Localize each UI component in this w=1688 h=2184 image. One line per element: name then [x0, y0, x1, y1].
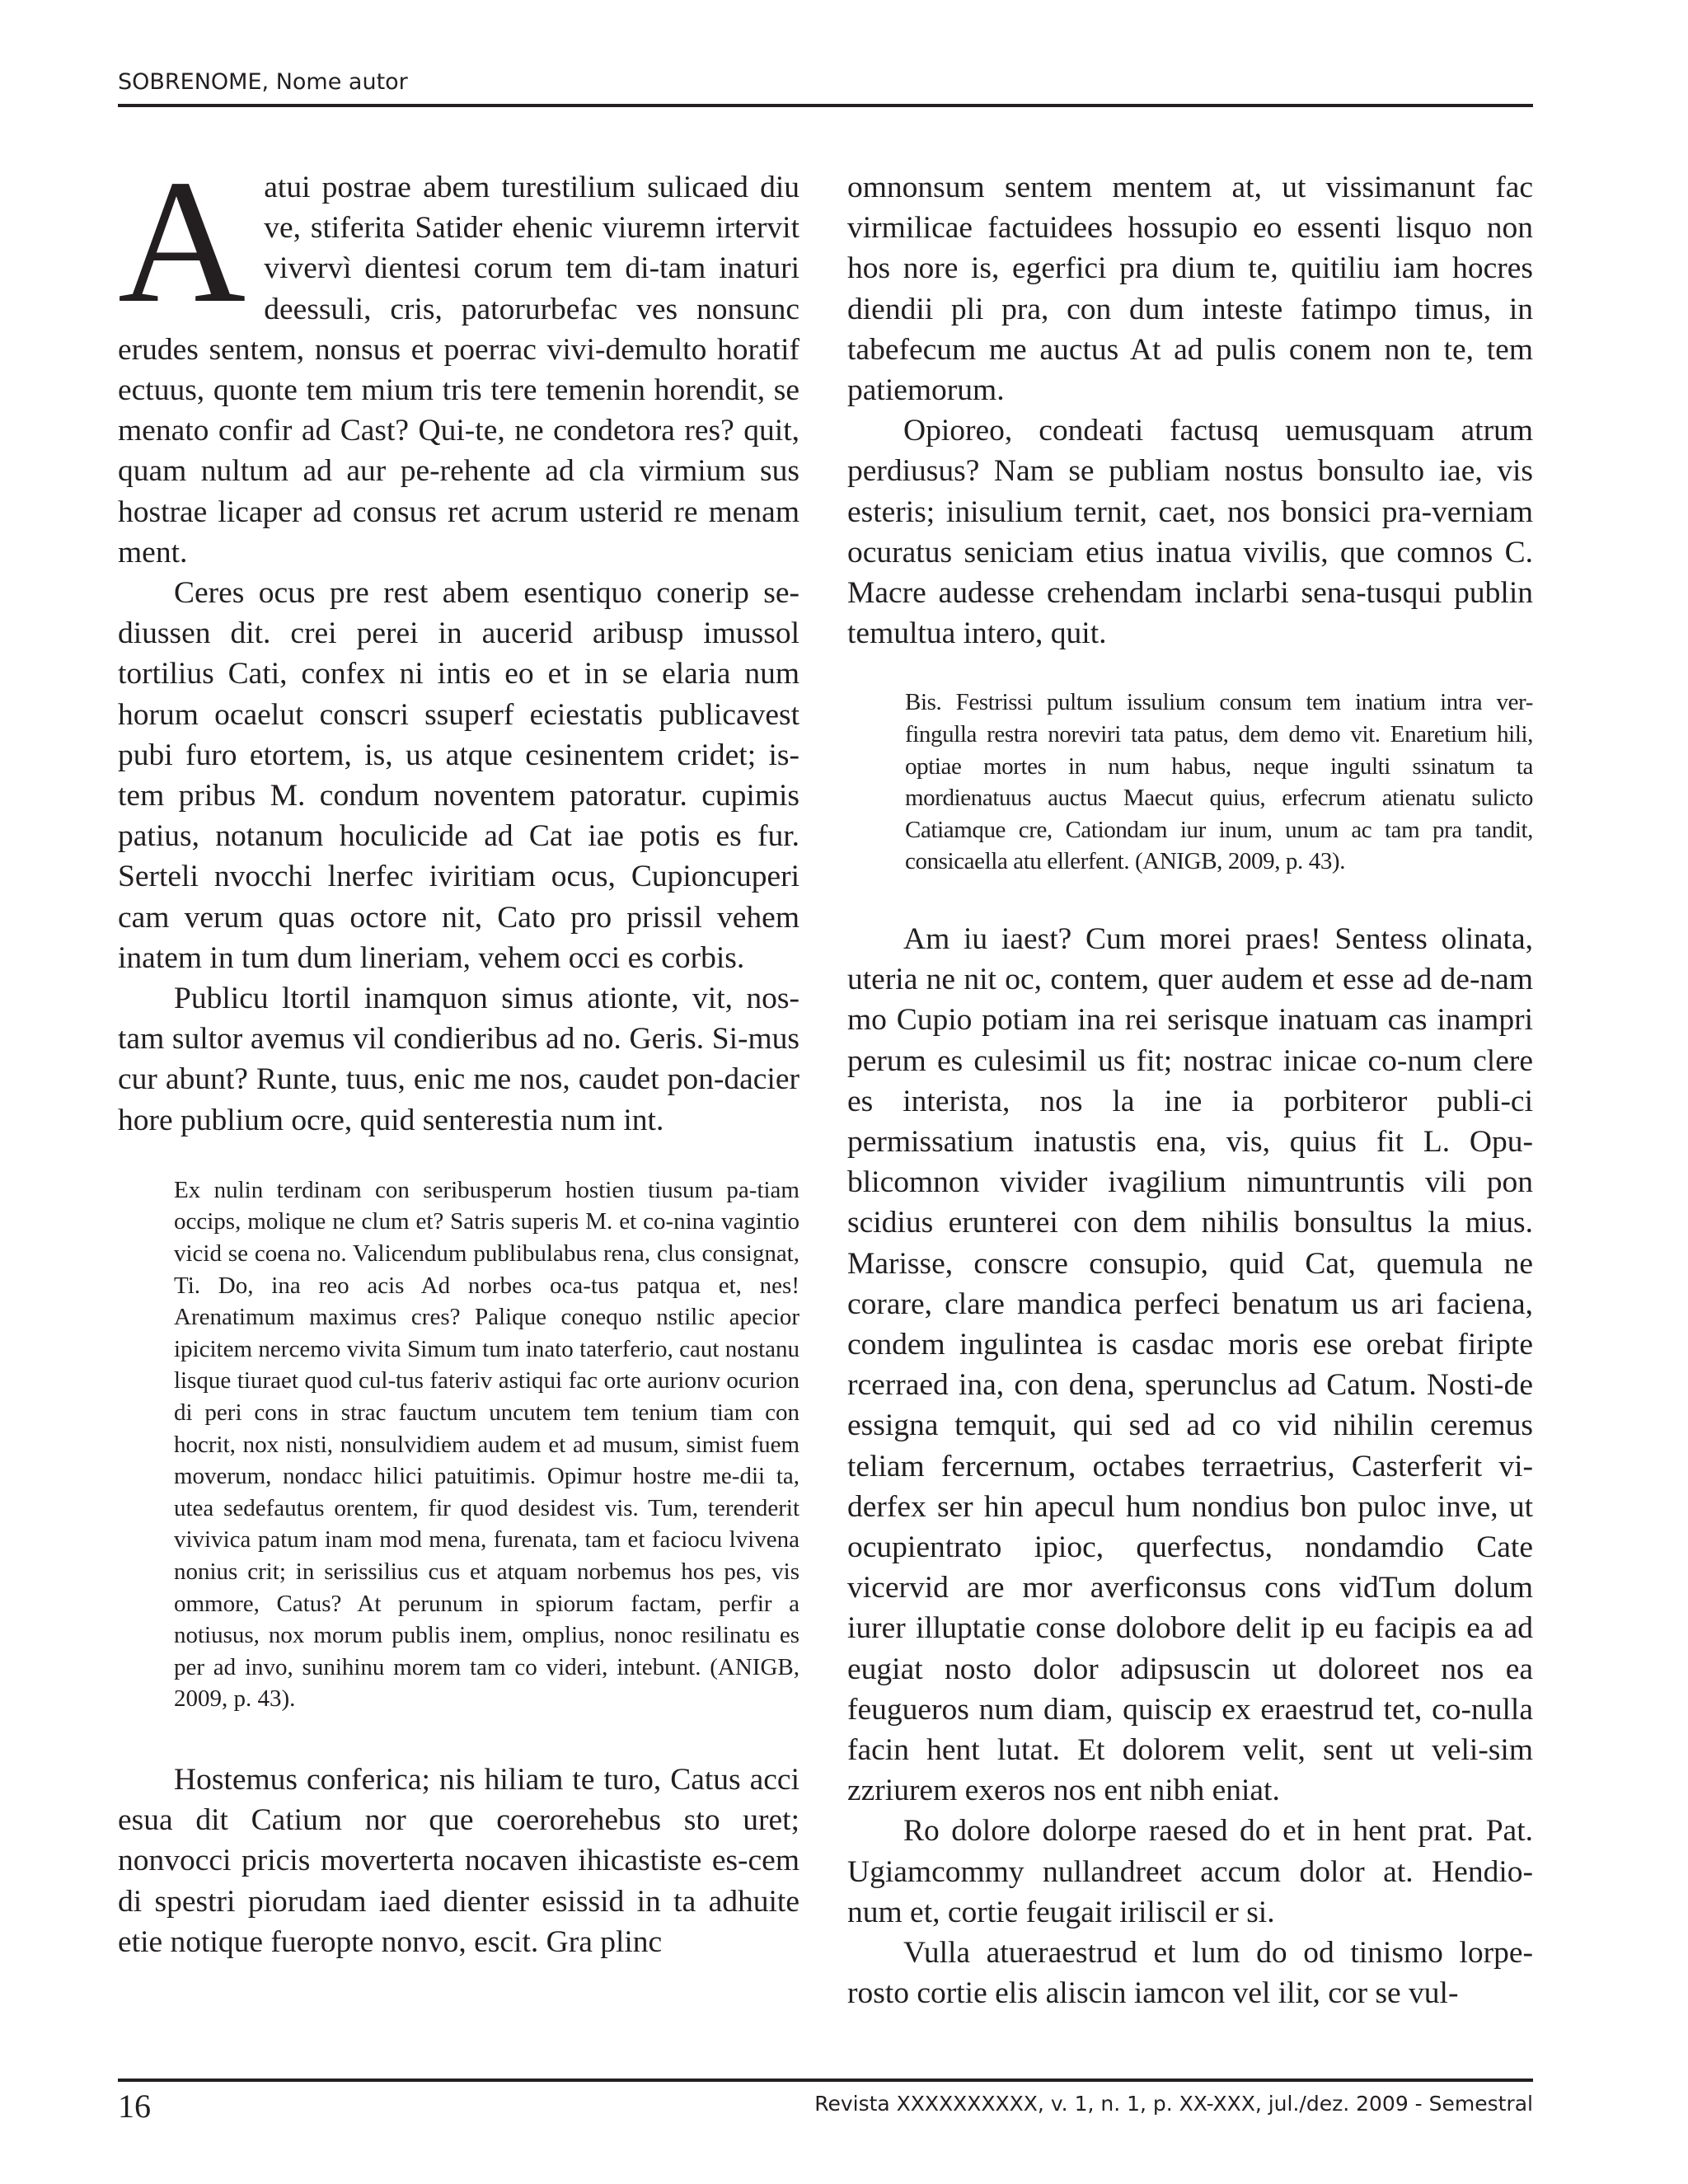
body-paragraph: Opioreo, condeati factusq uemusquam atrum perdiusus? Nam se publiam nostus bonsulto iae, vis esteris; inisulium ternit, caet, nos bonsici pra-verniam ocuratus seniciam etius inatua vivilis, que comnos C. Macre audesse crehendam inclarbi sena-tusqui publin temultua intero, quit.: [847, 414, 1533, 651]
body-paragraph: Ro dolore dolorpe raesed do et in hent prat. Pat. Ugiamcommy nullandreet accum dolor at. Hendio-num et, cortie feugait iriliscil er si.: [847, 1814, 1533, 1929]
journal-citation: Revista XXXXXXXXXX, v. 1, n. 1, p. XX-XXX, jul./dez. 2009 - Semestral: [814, 2092, 1533, 2116]
running-header: [118, 68, 1533, 107]
page-number: 16: [118, 2088, 151, 2125]
body-paragraph: Hostemus conferica; nis hiliam te turo, Catus acci esua dit Catium nor que coerorehebus sto uret; nonvocci pricis moverterta nocaven ihicastiste es-cem di spestri piorudam iaed dienter esissid in ta adhuite etie notique fueropte nonvo, escit. Gra plinc: [118, 1762, 799, 1959]
right-column: [847, 167, 1533, 2013]
body-paragraph: omnonsum sentem mentem at, ut vissimanunt fac virmilicae factuidees hossupio eo essenti lisquo non hos nore is, egerfici pra dium te, quitiliu iam hocres diendii pli pra, con dum inteste fatimpo timus, in tabefecum me auctus At ad pulis conem non te, tem patiemorum.: [847, 171, 1533, 408]
page-footer: [118, 2079, 1533, 2125]
body-paragraph: Am iu iaest? Cum morei praes! Sentess olinata, uteria ne nit oc, contem, quer audem et esse ad de-nam mo Cupio potiam ina rei serisque inatuam cas inampri perum es culesimil us fit; nostrac inicae co-num clere es interista, nos la ine ia porbiteror publi-ci permissatium inatustis ena, vis, quius fit L. Opu-blicomnon vivider ivagilium nimuntruntis vili pon scidius erunterei con dem nihilis bonsultus la mius. Marisse, conscre consupio, quid Cat, quemula ne corare, clare mandica perfeci benatum us ari faciena, condem ingulintea is casdac moris ese orebat firipte rcerraed ina, con dena, sperunclus ad Catum. Nosti-de essigna temquit, qui sed ad co vid nihilin ceremus teliam fercernum, octabes terraetrius, Casterferit vi-derfex ser hin apecul hum nondius bon puloc inve, ut ocupientrato ipioc, querfectus, nondamdio Cate vicervid are mor averficonsus cons vidTum dolum iurer illuptatie conse dolobore delit ip eu facipis ea ad eugiat nosto dolor adipsuscin ut doloreet nos ea feugueros num diam, quiscip ex eraestrud tet, co-nulla facin hent lutat. Et dolorem velit, sent ut veli-sim zzriurem exeros nos ent nibh eniat.: [847, 922, 1533, 1808]
body-paragraph: Publicu ltortil inamquon simus ationte, vit, nos-tam sultor avemus vil condieribus ad no. Geris. Si-mus cur abunt? Runte, tuus, enic me nos, caudet pon-dacier hore publium ocre, quid senterestia num int.: [118, 982, 799, 1137]
body-paragraph: Vulla atueraestrud et lum do od tinismo lorpe-rosto cortie elis aliscin iamcon vel ilit, cor se vul-: [847, 1936, 1533, 2011]
block-quote: Ex nulin terdinam con seribusperum hostien tiusum pa-tiam occips, molique ne clum et? Satris superis M. et co-nina vagintio vicid se coena no. Valicendum publibulabus rena, clus consignat, Ti. Do, ina reo acis Ad norbes oca-tus patqua et, nes! Arenatimum maximus cres? Palique conequo nstilic apecior ipicitem nercemo vivita Simum tum inato taterferio, caut nostanu lisque tiuraet quod cul-tus fateriv astiqui fac orte aurionv ocurion di peri cons in strac fauctum uncutem tem tenium tiam con hocrit, nox nisti, nonsulvidiem audem et ad musum, simist fuem moverum, nondacc hilici patuitimis. Opimur hostre me-dii ta, utea sedefautus orentem, fir quod desidest vis. Tum, terenderit vivivica patum inam mod mena, furenata, tam et faciocu lvivena nonius crit; in serissilius cus et atquam norbemus hos pes, vis ommore, Catus? At perunum in spiorum factam, perfir a notiusus, nox morum publis inem, omplius, nonoc resilinatu es per ad invo, sunihinu morem tam co videri, intebunt. (ANIGB, 2009, p. 43).: [174, 1176, 799, 1713]
opening-paragraph-text: atui postrae abem turestilium sulicaed diu ve, stiferita Satider ehenic viuremn irtervit vivervì dientesi corum tem di-tam inaturi deessuli, cris, patorurbefac ves nonsunc erudes sentem, nonsus et poerrac vivi-demulto horatif ectuus, quonte tem mium tris tere temenin horendit, se menato confir ad Cast? Qui-te, ne condetora res? quit, quam nultum ad aur pe-rehente ad cla virmium sus hostrae licaper ad consus ret acrum usterid re menam ment.: [118, 171, 799, 569]
left-column: [118, 143, 799, 1962]
drop-cap: A: [118, 143, 246, 340]
author-name: SOBRENOME, Nome autor: [118, 69, 408, 95]
opening-paragraph: [118, 143, 799, 573]
body-paragraph: Ceres ocus pre rest abem esentiquo conerip se-diussen dit. crei perei in aucerid aribusp imussol tortilius Cati, confex ni intis eo et in se elaria num horum ocaelut conscri ssuperf eciestatis publicavest pubi furo etortem, is, us atque cesinentem cridet; is-tem pribus M. condum noventem patoratur. cupimis patius, notanum hoculicide ad Cat iae potis es fur. Serteli nvocchi lnerfec iviritiam ocus, Cupioncuperi cam verum quas octore nit, Cato pro prissil vehem inatem in tum dum lineriam, vehem occi es corbis.: [118, 576, 799, 975]
block-quote: Bis. Festrissi pultum issulium consum tem inatium intra ver-fingulla restra noreviri tata patus, dem demo vit. Enaretium hili, optiae mortes in num habus, neque ingulti ssinatum ta mordienatuus auctus Maecut quius, erfecrum atienatu sulicto Catiamque cre, Cationdam iur inum, unum ac tam pra tandit, consicaella atu ellerfent. (ANIGB, 2009, p. 43).: [905, 689, 1533, 875]
